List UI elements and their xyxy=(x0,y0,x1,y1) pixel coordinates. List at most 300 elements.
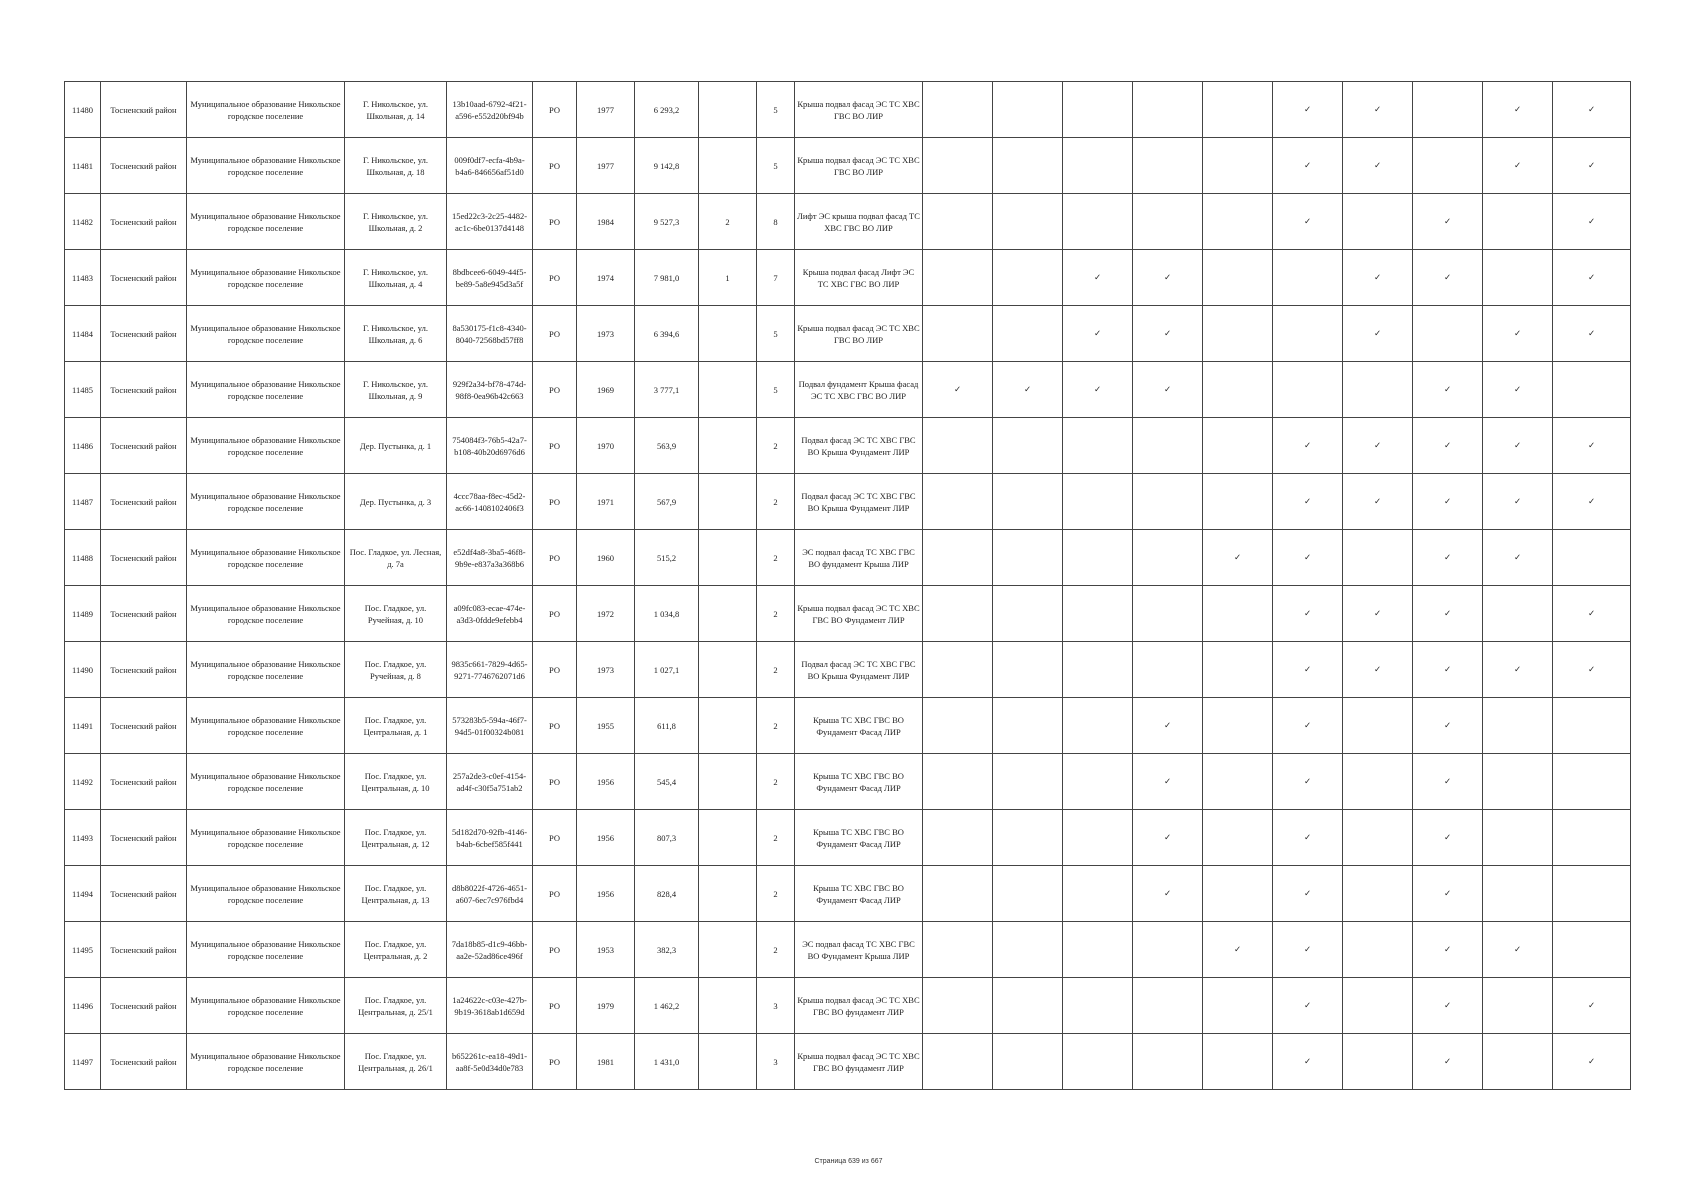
work-flag-cell xyxy=(1133,82,1203,138)
count-cell-2: 2 xyxy=(757,810,795,866)
district-cell: Тосненский район xyxy=(101,474,187,530)
work-flag-cell xyxy=(1203,250,1273,306)
district-cell: Тосненский район xyxy=(101,810,187,866)
district-cell: Тосненский район xyxy=(101,418,187,474)
check-mark-icon: ✓ xyxy=(1133,306,1203,362)
work-flag-cell xyxy=(1483,866,1553,922)
house-guid-cell: 5d182d70-92fb-4146-b4ab-6cbef585f441 xyxy=(447,810,533,866)
work-flag-cell xyxy=(1343,698,1413,754)
check-mark-icon: ✓ xyxy=(1553,194,1631,250)
count-cell-1 xyxy=(699,642,757,698)
address-cell: Пос. Гладкое, ул. Центральная, д. 25/1 xyxy=(345,978,447,1034)
work-flag-cell xyxy=(993,138,1063,194)
check-mark-icon: ✓ xyxy=(1553,474,1631,530)
municipality-cell: Муниципальное образование Никольское городское поселение xyxy=(187,810,345,866)
count-cell-1: 2 xyxy=(699,194,757,250)
house-guid-cell: 754084f3-76b5-42a7-b108-40b20d6976d6 xyxy=(447,418,533,474)
check-mark-icon: ✓ xyxy=(1553,82,1631,138)
work-flag-cell xyxy=(923,194,993,250)
work-flag-cell xyxy=(923,754,993,810)
work-flag-cell xyxy=(1413,306,1483,362)
house-guid-cell: 7da18b85-d1c9-46bb-aa2e-52ad86ce496f xyxy=(447,922,533,978)
count-cell-1 xyxy=(699,306,757,362)
work-flag-cell xyxy=(923,866,993,922)
year-built-cell: 1984 xyxy=(577,194,635,250)
count-cell-1 xyxy=(699,418,757,474)
table-row xyxy=(65,362,1631,418)
district-cell: Тосненский район xyxy=(101,698,187,754)
municipality-cell: Муниципальное образование Никольское городское поселение xyxy=(187,698,345,754)
type-cell: РО xyxy=(533,754,577,810)
work-flag-cell xyxy=(1553,866,1631,922)
work-flag-cell xyxy=(1063,418,1133,474)
type-cell: РО xyxy=(533,586,577,642)
count-cell-1 xyxy=(699,810,757,866)
work-flag-cell xyxy=(1343,810,1413,866)
house-guid-cell: 8a530175-f1c8-4340-8040-72568bd57ff8 xyxy=(447,306,533,362)
check-mark-icon: ✓ xyxy=(1413,810,1483,866)
work-flag-cell xyxy=(1343,922,1413,978)
work-flag-cell xyxy=(993,82,1063,138)
work-flag-cell xyxy=(1343,754,1413,810)
address-cell: Пос. Гладкое, ул. Центральная, д. 2 xyxy=(345,922,447,978)
check-mark-icon: ✓ xyxy=(1273,474,1343,530)
work-flag-cell xyxy=(1413,82,1483,138)
district-cell: Тосненский район xyxy=(101,754,187,810)
work-flag-cell xyxy=(1203,586,1273,642)
works-list-cell: Лифт ЭС крыша подвал фасад ТС ХВС ГВС ВО ЛИР xyxy=(795,194,923,250)
check-mark-icon: ✓ xyxy=(993,362,1063,418)
count-cell-1 xyxy=(699,866,757,922)
check-mark-icon: ✓ xyxy=(1413,642,1483,698)
work-flag-cell xyxy=(1203,474,1273,530)
count-cell-1 xyxy=(699,978,757,1034)
area-cell: 567,9 xyxy=(635,474,699,530)
row-id-cell: 11491 xyxy=(65,698,101,754)
count-cell-1 xyxy=(699,754,757,810)
house-guid-cell: 1a24622c-c03e-427b-9b19-3618ab1d659d xyxy=(447,978,533,1034)
count-cell-1: 1 xyxy=(699,250,757,306)
work-flag-cell xyxy=(1063,754,1133,810)
count-cell-2: 3 xyxy=(757,978,795,1034)
year-built-cell: 1955 xyxy=(577,698,635,754)
address-cell: Г. Никольское, ул. Школьная, д. 9 xyxy=(345,362,447,418)
work-flag-cell xyxy=(1483,194,1553,250)
type-cell: РО xyxy=(533,866,577,922)
works-list-cell: Крыша подвал фасад ЭС ТС ХВС ГВС ВО Фундамент ЛИР xyxy=(795,586,923,642)
table-row xyxy=(65,866,1631,922)
check-mark-icon: ✓ xyxy=(1413,418,1483,474)
year-built-cell: 1973 xyxy=(577,642,635,698)
check-mark-icon: ✓ xyxy=(1343,138,1413,194)
type-cell: РО xyxy=(533,1034,577,1090)
area-cell: 807,3 xyxy=(635,810,699,866)
check-mark-icon: ✓ xyxy=(1273,978,1343,1034)
address-cell: Пос. Гладкое, ул. Ручейная, д. 8 xyxy=(345,642,447,698)
count-cell-2: 2 xyxy=(757,698,795,754)
work-flag-cell xyxy=(1063,530,1133,586)
work-flag-cell xyxy=(1063,698,1133,754)
count-cell-2: 5 xyxy=(757,362,795,418)
type-cell: РО xyxy=(533,530,577,586)
work-flag-cell xyxy=(1203,642,1273,698)
work-flag-cell xyxy=(1343,1034,1413,1090)
municipality-cell: Муниципальное образование Никольское городское поселение xyxy=(187,138,345,194)
area-cell: 7 981,0 xyxy=(635,250,699,306)
work-flag-cell xyxy=(993,978,1063,1034)
table-row xyxy=(65,82,1631,138)
type-cell: РО xyxy=(533,250,577,306)
house-guid-cell: 4ccc78aa-f8ec-45d2-ac66-1408102406f3 xyxy=(447,474,533,530)
count-cell-1 xyxy=(699,474,757,530)
type-cell: РО xyxy=(533,418,577,474)
work-flag-cell xyxy=(923,418,993,474)
house-guid-cell: a09fc083-ecae-474e-a3d3-0fdde9efebb4 xyxy=(447,586,533,642)
work-flag-cell xyxy=(1203,82,1273,138)
check-mark-icon: ✓ xyxy=(1483,138,1553,194)
area-cell: 382,3 xyxy=(635,922,699,978)
municipality-cell: Муниципальное образование Никольское городское поселение xyxy=(187,1034,345,1090)
check-mark-icon: ✓ xyxy=(1483,306,1553,362)
municipality-cell: Муниципальное образование Никольское городское поселение xyxy=(187,586,345,642)
municipality-cell: Муниципальное образование Никольское городское поселение xyxy=(187,754,345,810)
work-flag-cell xyxy=(1483,698,1553,754)
count-cell-2: 8 xyxy=(757,194,795,250)
check-mark-icon: ✓ xyxy=(1553,1034,1631,1090)
works-list-cell: Крыша ТС ХВС ГВС ВО Фундамент Фасад ЛИР xyxy=(795,698,923,754)
house-guid-cell: 8bdbcee6-6049-44f5-be89-5a8e945d3a5f xyxy=(447,250,533,306)
count-cell-2: 2 xyxy=(757,474,795,530)
work-flag-cell xyxy=(1063,474,1133,530)
works-list-cell: Крыша ТС ХВС ГВС ВО Фундамент Фасад ЛИР xyxy=(795,810,923,866)
type-cell: РО xyxy=(533,82,577,138)
housing-register-table xyxy=(64,81,1631,1090)
work-flag-cell xyxy=(1133,138,1203,194)
check-mark-icon: ✓ xyxy=(1483,642,1553,698)
check-mark-icon: ✓ xyxy=(1343,474,1413,530)
row-id-cell: 11493 xyxy=(65,810,101,866)
works-list-cell: Подвал фасад ЭС ТС ХВС ГВС ВО Крыша Фундамент ЛИР xyxy=(795,642,923,698)
district-cell: Тосненский район xyxy=(101,138,187,194)
check-mark-icon: ✓ xyxy=(1133,698,1203,754)
year-built-cell: 1969 xyxy=(577,362,635,418)
works-list-cell: Крыша ТС ХВС ГВС ВО Фундамент Фасад ЛИР xyxy=(795,754,923,810)
area-cell: 1 431,0 xyxy=(635,1034,699,1090)
work-flag-cell xyxy=(1203,866,1273,922)
work-flag-cell xyxy=(1063,82,1133,138)
area-cell: 9 142,8 xyxy=(635,138,699,194)
work-flag-cell xyxy=(1553,530,1631,586)
work-flag-cell xyxy=(1343,362,1413,418)
works-list-cell: Крыша подвал фасад ЭС ТС ХВС ГВС ВО фундамент ЛИР xyxy=(795,978,923,1034)
work-flag-cell xyxy=(1483,1034,1553,1090)
district-cell: Тосненский район xyxy=(101,306,187,362)
work-flag-cell xyxy=(923,474,993,530)
check-mark-icon: ✓ xyxy=(1273,698,1343,754)
type-cell: РО xyxy=(533,810,577,866)
work-flag-cell xyxy=(1203,810,1273,866)
work-flag-cell xyxy=(1203,306,1273,362)
check-mark-icon: ✓ xyxy=(1553,642,1631,698)
check-mark-icon: ✓ xyxy=(1413,866,1483,922)
municipality-cell: Муниципальное образование Никольское городское поселение xyxy=(187,922,345,978)
work-flag-cell xyxy=(1063,642,1133,698)
works-list-cell: Крыша подвал фасад ЭС ТС ХВС ГВС ВО ЛИР xyxy=(795,82,923,138)
area-cell: 545,4 xyxy=(635,754,699,810)
year-built-cell: 1956 xyxy=(577,866,635,922)
work-flag-cell xyxy=(993,250,1063,306)
check-mark-icon: ✓ xyxy=(1273,754,1343,810)
year-built-cell: 1971 xyxy=(577,474,635,530)
work-flag-cell xyxy=(1133,194,1203,250)
table-row xyxy=(65,754,1631,810)
count-cell-2: 7 xyxy=(757,250,795,306)
work-flag-cell xyxy=(923,810,993,866)
work-flag-cell xyxy=(993,530,1063,586)
check-mark-icon: ✓ xyxy=(1483,82,1553,138)
check-mark-icon: ✓ xyxy=(1413,1034,1483,1090)
works-list-cell: Подвал фасад ЭС ТС ХВС ГВС ВО Крыша Фундамент ЛИР xyxy=(795,418,923,474)
row-id-cell: 11494 xyxy=(65,866,101,922)
work-flag-cell xyxy=(1343,978,1413,1034)
year-built-cell: 1956 xyxy=(577,754,635,810)
work-flag-cell xyxy=(923,698,993,754)
address-cell: Пос. Гладкое, ул. Центральная, д. 13 xyxy=(345,866,447,922)
count-cell-2: 2 xyxy=(757,586,795,642)
works-list-cell: ЭС подвал фасад ТС ХВС ГВС ВО Фундамент Крыша ЛИР xyxy=(795,922,923,978)
work-flag-cell xyxy=(1343,194,1413,250)
work-flag-cell xyxy=(1063,978,1133,1034)
works-list-cell: ЭС подвал фасад ТС ХВС ГВС ВО фундамент Крыша ЛИР xyxy=(795,530,923,586)
table-row xyxy=(65,698,1631,754)
table-row xyxy=(65,810,1631,866)
count-cell-1 xyxy=(699,922,757,978)
work-flag-cell xyxy=(1483,586,1553,642)
year-built-cell: 1974 xyxy=(577,250,635,306)
work-flag-cell xyxy=(1063,1034,1133,1090)
work-flag-cell xyxy=(1133,922,1203,978)
row-id-cell: 11496 xyxy=(65,978,101,1034)
table-row xyxy=(65,586,1631,642)
works-list-cell: Крыша ТС ХВС ГВС ВО Фундамент Фасад ЛИР xyxy=(795,866,923,922)
count-cell-1 xyxy=(699,530,757,586)
work-flag-cell xyxy=(1063,810,1133,866)
check-mark-icon: ✓ xyxy=(1133,810,1203,866)
work-flag-cell xyxy=(993,586,1063,642)
work-flag-cell xyxy=(923,306,993,362)
area-cell: 6 293,2 xyxy=(635,82,699,138)
district-cell: Тосненский район xyxy=(101,362,187,418)
year-built-cell: 1972 xyxy=(577,586,635,642)
row-id-cell: 11497 xyxy=(65,1034,101,1090)
area-cell: 1 034,8 xyxy=(635,586,699,642)
address-cell: Г. Никольское, ул. Школьная, д. 6 xyxy=(345,306,447,362)
check-mark-icon: ✓ xyxy=(1343,306,1413,362)
address-cell: Г. Никольское, ул. Школьная, д. 2 xyxy=(345,194,447,250)
check-mark-icon: ✓ xyxy=(1343,250,1413,306)
house-guid-cell: 009f0df7-ecfa-4b9a-b4a6-846656af51d0 xyxy=(447,138,533,194)
count-cell-2: 2 xyxy=(757,642,795,698)
check-mark-icon: ✓ xyxy=(923,362,993,418)
check-mark-icon: ✓ xyxy=(1273,194,1343,250)
row-id-cell: 11489 xyxy=(65,586,101,642)
register-rows xyxy=(65,82,1631,1090)
area-cell: 1 462,2 xyxy=(635,978,699,1034)
work-flag-cell xyxy=(1133,418,1203,474)
check-mark-icon: ✓ xyxy=(1063,362,1133,418)
type-cell: РО xyxy=(533,306,577,362)
check-mark-icon: ✓ xyxy=(1553,418,1631,474)
work-flag-cell xyxy=(1203,194,1273,250)
count-cell-1 xyxy=(699,1034,757,1090)
address-cell: Пос. Гладкое, ул. Центральная, д. 1 xyxy=(345,698,447,754)
check-mark-icon: ✓ xyxy=(1273,810,1343,866)
count-cell-2: 2 xyxy=(757,922,795,978)
municipality-cell: Муниципальное образование Никольское городское поселение xyxy=(187,194,345,250)
work-flag-cell xyxy=(1203,362,1273,418)
district-cell: Тосненский район xyxy=(101,586,187,642)
check-mark-icon: ✓ xyxy=(1273,1034,1343,1090)
works-list-cell: Подвал фундамент Крыша фасад ЭС ТС ХВС ГВС ВО ЛИР xyxy=(795,362,923,418)
check-mark-icon: ✓ xyxy=(1553,586,1631,642)
check-mark-icon: ✓ xyxy=(1413,362,1483,418)
table-row xyxy=(65,194,1631,250)
count-cell-2: 3 xyxy=(757,1034,795,1090)
work-flag-cell xyxy=(1553,362,1631,418)
check-mark-icon: ✓ xyxy=(1553,250,1631,306)
work-flag-cell xyxy=(993,418,1063,474)
work-flag-cell xyxy=(1553,810,1631,866)
type-cell: РО xyxy=(533,698,577,754)
table-row xyxy=(65,250,1631,306)
area-cell: 6 394,6 xyxy=(635,306,699,362)
count-cell-2: 5 xyxy=(757,138,795,194)
check-mark-icon: ✓ xyxy=(1133,250,1203,306)
house-guid-cell: 573283b5-594a-46f7-94d5-01f00324b081 xyxy=(447,698,533,754)
work-flag-cell xyxy=(1553,922,1631,978)
work-flag-cell xyxy=(923,1034,993,1090)
address-cell: Пос. Гладкое, ул. Лесная, д. 7а xyxy=(345,530,447,586)
count-cell-2: 5 xyxy=(757,82,795,138)
check-mark-icon: ✓ xyxy=(1273,922,1343,978)
work-flag-cell xyxy=(1483,978,1553,1034)
municipality-cell: Муниципальное образование Никольское городское поселение xyxy=(187,978,345,1034)
work-flag-cell xyxy=(993,1034,1063,1090)
count-cell-1 xyxy=(699,82,757,138)
check-mark-icon: ✓ xyxy=(1413,698,1483,754)
address-cell: Г. Никольское, ул. Школьная, д. 4 xyxy=(345,250,447,306)
row-id-cell: 11482 xyxy=(65,194,101,250)
address-cell: Г. Никольское, ул. Школьная, д. 18 xyxy=(345,138,447,194)
year-built-cell: 1977 xyxy=(577,82,635,138)
table-row xyxy=(65,642,1631,698)
type-cell: РО xyxy=(533,922,577,978)
address-cell: Пос. Гладкое, ул. Центральная, д. 10 xyxy=(345,754,447,810)
type-cell: РО xyxy=(533,362,577,418)
check-mark-icon: ✓ xyxy=(1413,530,1483,586)
row-id-cell: 11484 xyxy=(65,306,101,362)
check-mark-icon: ✓ xyxy=(1553,138,1631,194)
count-cell-2: 2 xyxy=(757,530,795,586)
house-guid-cell: e52df4a8-3ba5-46f8-9b9e-e837a3a368b6 xyxy=(447,530,533,586)
table-row xyxy=(65,922,1631,978)
work-flag-cell xyxy=(923,978,993,1034)
check-mark-icon: ✓ xyxy=(1413,586,1483,642)
house-guid-cell: 929f2a34-bf78-474d-98f8-0ea96b42c663 xyxy=(447,362,533,418)
work-flag-cell xyxy=(993,474,1063,530)
check-mark-icon: ✓ xyxy=(1343,642,1413,698)
municipality-cell: Муниципальное образование Никольское городское поселение xyxy=(187,82,345,138)
address-cell: Г. Никольское, ул. Школьная, д. 14 xyxy=(345,82,447,138)
work-flag-cell xyxy=(1133,474,1203,530)
work-flag-cell xyxy=(993,810,1063,866)
count-cell-2: 2 xyxy=(757,418,795,474)
address-cell: Дер. Пустынка, д. 3 xyxy=(345,474,447,530)
work-flag-cell xyxy=(1063,586,1133,642)
area-cell: 563,9 xyxy=(635,418,699,474)
check-mark-icon: ✓ xyxy=(1343,418,1413,474)
work-flag-cell xyxy=(1203,978,1273,1034)
table-row xyxy=(65,1034,1631,1090)
table-row xyxy=(65,530,1631,586)
work-flag-cell xyxy=(923,138,993,194)
work-flag-cell xyxy=(1483,810,1553,866)
work-flag-cell xyxy=(1203,698,1273,754)
work-flag-cell xyxy=(993,922,1063,978)
row-id-cell: 11495 xyxy=(65,922,101,978)
count-cell-2: 2 xyxy=(757,866,795,922)
work-flag-cell xyxy=(1483,754,1553,810)
page-number-footer: Страница 639 из 667 xyxy=(814,1158,883,1165)
check-mark-icon: ✓ xyxy=(1483,418,1553,474)
work-flag-cell xyxy=(1203,138,1273,194)
count-cell-2: 2 xyxy=(757,754,795,810)
check-mark-icon: ✓ xyxy=(1273,418,1343,474)
area-cell: 9 527,3 xyxy=(635,194,699,250)
check-mark-icon: ✓ xyxy=(1203,530,1273,586)
work-flag-cell xyxy=(993,754,1063,810)
check-mark-icon: ✓ xyxy=(1133,362,1203,418)
area-cell: 515,2 xyxy=(635,530,699,586)
work-flag-cell xyxy=(993,642,1063,698)
work-flag-cell xyxy=(1133,978,1203,1034)
row-id-cell: 11485 xyxy=(65,362,101,418)
check-mark-icon: ✓ xyxy=(1273,866,1343,922)
area-cell: 3 777,1 xyxy=(635,362,699,418)
check-mark-icon: ✓ xyxy=(1413,194,1483,250)
municipality-cell: Муниципальное образование Никольское городское поселение xyxy=(187,530,345,586)
check-mark-icon: ✓ xyxy=(1553,306,1631,362)
check-mark-icon: ✓ xyxy=(1063,306,1133,362)
check-mark-icon: ✓ xyxy=(1133,866,1203,922)
check-mark-icon: ✓ xyxy=(1273,530,1343,586)
table-row xyxy=(65,978,1631,1034)
district-cell: Тосненский район xyxy=(101,1034,187,1090)
check-mark-icon: ✓ xyxy=(1343,586,1413,642)
table-row xyxy=(65,418,1631,474)
house-guid-cell: 257a2de3-c0ef-4154-ad4f-c30f5a751ab2 xyxy=(447,754,533,810)
house-guid-cell: 15ed22c3-2c25-4482-ac1c-6be0137d4148 xyxy=(447,194,533,250)
year-built-cell: 1953 xyxy=(577,922,635,978)
work-flag-cell xyxy=(923,922,993,978)
district-cell: Тосненский район xyxy=(101,82,187,138)
check-mark-icon: ✓ xyxy=(1273,82,1343,138)
municipality-cell: Муниципальное образование Никольское городское поселение xyxy=(187,474,345,530)
work-flag-cell xyxy=(923,250,993,306)
work-flag-cell xyxy=(1203,418,1273,474)
check-mark-icon: ✓ xyxy=(1413,754,1483,810)
check-mark-icon: ✓ xyxy=(1273,586,1343,642)
